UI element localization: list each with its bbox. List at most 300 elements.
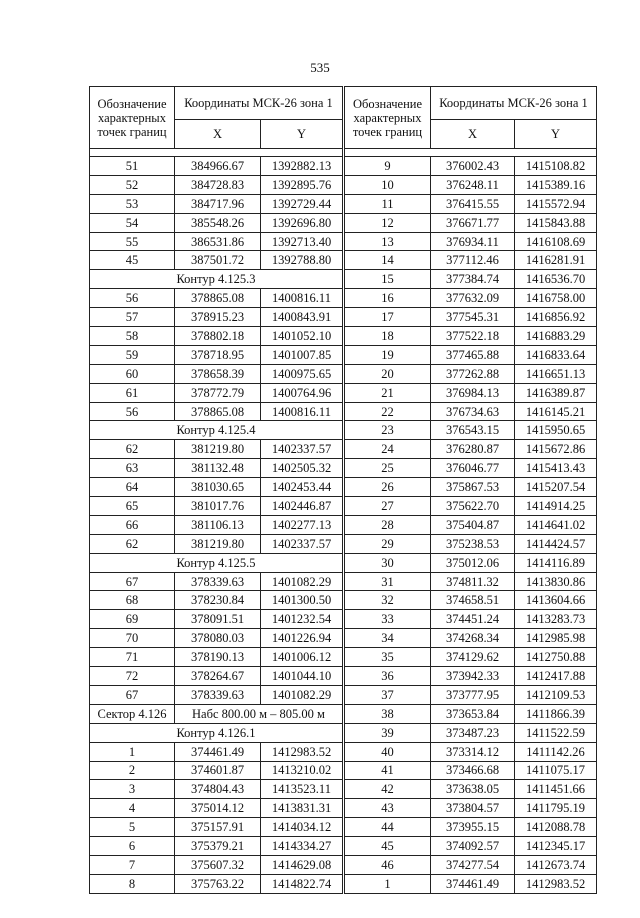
x-coordinate-cell: 376734.63 [431,402,515,421]
table-row [345,251,597,270]
point-id-cell: 57 [90,308,175,327]
y-coordinate-cell: 1415389.16 [515,175,597,194]
y-coordinate-cell: 1402505.32 [261,459,343,478]
page-number: 535 [310,60,330,75]
x-coordinate-cell: 374129.62 [431,648,515,667]
x-coordinate-cell: 376280.87 [431,440,515,459]
table-row [345,874,597,893]
coords-title-header: Координаты МСК-26 зона 1 [175,87,343,120]
x-coordinate-cell: 378091.51 [175,610,261,629]
table-row [90,478,343,497]
y-coordinate-cell: 1416281.91 [515,251,597,270]
point-id-cell: 67 [90,572,175,591]
y-coordinate-cell: 1401052.10 [261,327,343,346]
x-coordinate-cell: 377632.09 [431,289,515,308]
y-coordinate-cell: 1392729.44 [261,194,343,213]
table-row [90,459,343,478]
contour-heading-row [90,553,343,572]
table-row [90,572,343,591]
table-row [345,685,597,704]
y-coordinate-cell: 1414116.89 [515,553,597,572]
table-row [90,327,343,346]
table-row [90,289,343,308]
x-coordinate-cell: 373653.84 [431,704,515,723]
y-coordinate-cell: 1414334.27 [261,837,343,856]
y-coordinate-cell: 1416883.29 [515,327,597,346]
y-coordinate-cell: 1412088.78 [515,818,597,837]
x-coordinate-cell: 373942.33 [431,667,515,686]
x-coordinate-cell: 374268.34 [431,629,515,648]
x-coordinate-cell: 376984.13 [431,383,515,402]
point-id-cell: 72 [90,667,175,686]
x-coordinate-cell: 378339.63 [175,685,261,704]
table-row [90,251,343,270]
point-id-cell: 13 [345,232,431,251]
x-coordinate-cell: 373638.05 [431,780,515,799]
y-coordinate-cell: 1392713.40 [261,232,343,251]
x-coordinate-cell: 381219.80 [175,440,261,459]
x-coordinate-cell: 374277.54 [431,855,515,874]
point-id-cell: 6 [90,837,175,856]
table-row [345,364,597,383]
y-coordinate-cell: 1402337.57 [261,440,343,459]
point-id-cell: 16 [345,289,431,308]
point-id-cell: 39 [345,723,431,742]
y-coordinate-cell: 1416758.00 [515,289,597,308]
table-row [345,572,597,591]
x-coordinate-cell: 374804.43 [175,780,261,799]
table-row [90,308,343,327]
table-row [345,232,597,251]
table-row [345,591,597,610]
y-coordinate-cell: 1401006.12 [261,648,343,667]
y-coordinate-cell: 1415572.94 [515,194,597,213]
x-coordinate-cell: 374658.51 [431,591,515,610]
point-id-cell: 52 [90,175,175,194]
point-id-cell: 3 [90,780,175,799]
y-coordinate-cell: 1412750.88 [515,648,597,667]
y-coordinate-cell: 1392882.13 [261,157,343,176]
table-row [345,345,597,364]
y-coordinate-cell: 1401232.54 [261,610,343,629]
table-row [345,648,597,667]
header-gap [345,149,597,157]
table-row [90,837,343,856]
point-id-cell: 59 [90,345,175,364]
contour-heading: Контур 4.125.4 [90,421,343,440]
table-row [345,837,597,856]
x-coordinate-cell: 377522.18 [431,327,515,346]
x-coordinate-cell: 377465.88 [431,345,515,364]
y-coordinate-cell: 1415672.86 [515,440,597,459]
point-id-cell: 30 [345,553,431,572]
sector-row [90,704,343,723]
table-row [90,667,343,686]
y-coordinate-cell: 1414629.08 [261,855,343,874]
point-id-cell: 11 [345,194,431,213]
x-coordinate-cell: 375622.70 [431,497,515,516]
y-coordinate-cell: 1412983.52 [515,874,597,893]
y-coordinate-cell: 1413831.31 [261,799,343,818]
table-row [90,383,343,402]
table-row [90,855,343,874]
point-id-cell: 45 [345,837,431,856]
table-row [345,723,597,742]
point-id-cell: 8 [90,874,175,893]
x-coordinate-cell: 378080.03 [175,629,261,648]
x-coordinate-cell: 374092.57 [431,837,515,856]
point-id-cell: 10 [345,175,431,194]
point-id-cell: 61 [90,383,175,402]
point-id-cell: 54 [90,213,175,232]
table-row [345,459,597,478]
x-coordinate-cell: 375014.12 [175,799,261,818]
contour-heading: Контур 4.125.5 [90,553,343,572]
y-coordinate-cell: 1414914.25 [515,497,597,516]
y-coordinate-cell: 1416833.64 [515,345,597,364]
table-row [90,497,343,516]
point-id-cell: 25 [345,459,431,478]
coordinates-table-right [344,86,597,894]
point-id-cell: 62 [90,534,175,553]
point-id-cell: 5 [90,818,175,837]
point-id-cell: 43 [345,799,431,818]
point-id-cell: 19 [345,345,431,364]
x-coordinate-cell: 373804.57 [431,799,515,818]
y-coordinate-cell: 1414034.12 [261,818,343,837]
table-row [345,553,597,572]
y-coordinate-cell: 1413830.86 [515,572,597,591]
point-id-cell: 46 [345,855,431,874]
x-coordinate-cell: 373777.95 [431,685,515,704]
y-coordinate-cell: 1400843.91 [261,308,343,327]
y-coordinate-cell: 1411075.17 [515,761,597,780]
y-header: Y [261,120,343,149]
point-id-cell: 51 [90,157,175,176]
y-coordinate-cell: 1413604.66 [515,591,597,610]
y-coordinate-cell: 1415843.88 [515,213,597,232]
table-row [90,402,343,421]
x-coordinate-cell: 378772.79 [175,383,261,402]
x-coordinate-cell: 375867.53 [431,478,515,497]
table-row [345,308,597,327]
table-row [345,610,597,629]
y-coordinate-cell: 1401082.29 [261,685,343,704]
table-row [345,818,597,837]
x-coordinate-cell: 386531.86 [175,232,261,251]
x-coordinate-cell: 384717.96 [175,194,261,213]
point-id-cell: 1 [90,742,175,761]
table-row [345,742,597,761]
table-row [345,780,597,799]
point-id-cell: 22 [345,402,431,421]
point-id-cell: 2 [90,761,175,780]
point-id-cell: 65 [90,497,175,516]
x-coordinate-cell: 384728.83 [175,175,261,194]
x-coordinate-cell: 378865.08 [175,402,261,421]
sector-label: Сектор 4.126 [90,704,175,723]
point-id-cell: 28 [345,515,431,534]
point-id-cell: 17 [345,308,431,327]
sector-height-range: Набс 800.00 м – 805.00 м [175,704,343,723]
point-id-cell: 31 [345,572,431,591]
point-id-cell: 21 [345,383,431,402]
coords-title-header: Координаты МСК-26 зона 1 [431,87,597,120]
x-coordinate-cell: 377262.88 [431,364,515,383]
table-row [345,667,597,686]
x-coordinate-cell: 381132.48 [175,459,261,478]
y-coordinate-cell: 1415413.43 [515,459,597,478]
x-coordinate-cell: 378264.67 [175,667,261,686]
header-gap [90,149,343,157]
y-coordinate-cell: 1392895.76 [261,175,343,194]
point-id-cell: 41 [345,761,431,780]
y-coordinate-cell: 1413283.73 [515,610,597,629]
x-coordinate-cell: 375238.53 [431,534,515,553]
point-id-cell: 24 [345,440,431,459]
x-header: X [431,120,515,149]
table-row [345,855,597,874]
point-id-cell: 44 [345,818,431,837]
y-coordinate-cell: 1411142.26 [515,742,597,761]
y-coordinate-cell: 1400975.65 [261,364,343,383]
y-coordinate-cell: 1411866.39 [515,704,597,723]
x-coordinate-cell: 381219.80 [175,534,261,553]
point-id-cell: 55 [90,232,175,251]
point-id-cell: 32 [345,591,431,610]
table-row [345,704,597,723]
point-id-cell: 69 [90,610,175,629]
table-row [90,440,343,459]
table-row [345,213,597,232]
point-id-cell: 66 [90,515,175,534]
y-coordinate-cell: 1413210.02 [261,761,343,780]
x-coordinate-cell: 375012.06 [431,553,515,572]
y-coordinate-cell: 1415108.82 [515,157,597,176]
table-row [345,799,597,818]
x-coordinate-cell: 378915.23 [175,308,261,327]
x-coordinate-cell: 374461.49 [431,874,515,893]
table-row [345,157,597,176]
y-coordinate-cell: 1412983.52 [261,742,343,761]
table-row [90,515,343,534]
x-coordinate-cell: 381030.65 [175,478,261,497]
table-row [90,534,343,553]
x-coordinate-cell: 375404.87 [431,515,515,534]
point-id-cell: 9 [345,157,431,176]
table-row [90,629,343,648]
y-coordinate-cell: 1411522.59 [515,723,597,742]
y-coordinate-cell: 1412109.53 [515,685,597,704]
point-label-header: Обозначение характерных точек границ [345,87,431,149]
x-coordinate-cell: 378190.13 [175,648,261,667]
y-coordinate-cell: 1401007.85 [261,345,343,364]
point-id-cell: 20 [345,364,431,383]
y-coordinate-cell: 1416536.70 [515,270,597,289]
x-coordinate-cell: 378339.63 [175,572,261,591]
table-row [345,175,597,194]
x-coordinate-cell: 376415.55 [431,194,515,213]
point-id-cell: 38 [345,704,431,723]
table-row [345,194,597,213]
table-row [90,345,343,364]
table-row [90,232,343,251]
table-row [345,478,597,497]
table-row [90,175,343,194]
point-id-cell: 60 [90,364,175,383]
x-coordinate-cell: 376248.11 [431,175,515,194]
table-row [345,289,597,308]
table-row [90,874,343,893]
y-coordinate-cell: 1415207.54 [515,478,597,497]
x-coordinate-cell: 384966.67 [175,157,261,176]
point-id-cell: 33 [345,610,431,629]
point-label-header: Обозначение характерных точек границ [90,87,175,149]
y-coordinate-cell: 1416145.21 [515,402,597,421]
y-coordinate-cell: 1402277.13 [261,515,343,534]
point-id-cell: 45 [90,251,175,270]
y-coordinate-cell: 1392696.80 [261,213,343,232]
x-coordinate-cell: 385548.26 [175,213,261,232]
y-coordinate-cell: 1411795.19 [515,799,597,818]
point-id-cell: 4 [90,799,175,818]
point-id-cell: 42 [345,780,431,799]
y-coordinate-cell: 1402453.44 [261,478,343,497]
point-id-cell: 53 [90,194,175,213]
x-coordinate-cell: 375763.22 [175,874,261,893]
y-coordinate-cell: 1401044.10 [261,667,343,686]
contour-heading: Контур 4.126.1 [90,723,343,742]
point-id-cell: 70 [90,629,175,648]
x-coordinate-cell: 374601.87 [175,761,261,780]
table-row [90,610,343,629]
table-row [345,534,597,553]
point-id-cell: 12 [345,213,431,232]
x-coordinate-cell: 378658.39 [175,364,261,383]
point-id-cell: 64 [90,478,175,497]
x-coordinate-cell: 376671.77 [431,213,515,232]
x-coordinate-cell: 376046.77 [431,459,515,478]
table-row [90,685,343,704]
table-row [90,194,343,213]
x-coordinate-cell: 375607.32 [175,855,261,874]
y-coordinate-cell: 1412345.17 [515,837,597,856]
point-id-cell: 34 [345,629,431,648]
x-coordinate-cell: 375157.91 [175,818,261,837]
y-coordinate-cell: 1392788.80 [261,251,343,270]
point-id-cell: 40 [345,742,431,761]
table-row [345,421,597,440]
point-id-cell: 68 [90,591,175,610]
point-id-cell: 35 [345,648,431,667]
y-coordinate-cell: 1414424.57 [515,534,597,553]
y-coordinate-cell: 1400816.11 [261,289,343,308]
y-coordinate-cell: 1416856.92 [515,308,597,327]
x-coordinate-cell: 377545.31 [431,308,515,327]
y-coordinate-cell: 1411451.66 [515,780,597,799]
x-coordinate-cell: 374461.49 [175,742,261,761]
table-row [345,402,597,421]
y-coordinate-cell: 1402446.87 [261,497,343,516]
point-id-cell: 14 [345,251,431,270]
point-id-cell: 7 [90,855,175,874]
x-header: X [175,120,261,149]
table-row [345,383,597,402]
table-row [90,364,343,383]
table-row [90,157,343,176]
table-row [90,761,343,780]
x-coordinate-cell: 377112.46 [431,251,515,270]
point-id-cell: 67 [90,685,175,704]
point-id-cell: 71 [90,648,175,667]
y-coordinate-cell: 1413523.11 [261,780,343,799]
point-id-cell: 23 [345,421,431,440]
y-coordinate-cell: 1416389.87 [515,383,597,402]
contour-heading-row [90,270,343,289]
x-coordinate-cell: 374811.32 [431,572,515,591]
point-id-cell: 56 [90,289,175,308]
point-id-cell: 1 [345,874,431,893]
x-coordinate-cell: 373487.23 [431,723,515,742]
x-coordinate-cell: 378230.84 [175,591,261,610]
contour-heading: Контур 4.125.3 [90,270,343,289]
table-row [90,648,343,667]
x-coordinate-cell: 377384.74 [431,270,515,289]
point-id-cell: 37 [345,685,431,704]
y-coordinate-cell: 1401300.50 [261,591,343,610]
point-id-cell: 18 [345,327,431,346]
y-coordinate-cell: 1416651.13 [515,364,597,383]
point-id-cell: 29 [345,534,431,553]
y-coordinate-cell: 1416108.69 [515,232,597,251]
x-coordinate-cell: 376543.15 [431,421,515,440]
point-id-cell: 27 [345,497,431,516]
coordinates-table-left [89,86,343,894]
point-id-cell: 56 [90,402,175,421]
x-coordinate-cell: 376934.11 [431,232,515,251]
y-coordinate-cell: 1412985.98 [515,629,597,648]
table-row [90,818,343,837]
table-row [90,591,343,610]
table-row [345,515,597,534]
x-coordinate-cell: 373955.15 [431,818,515,837]
table-row [345,440,597,459]
y-coordinate-cell: 1401082.29 [261,572,343,591]
table-row [345,327,597,346]
y-coordinate-cell: 1412417.88 [515,667,597,686]
y-coordinate-cell: 1415950.65 [515,421,597,440]
contour-heading-row [90,723,343,742]
x-coordinate-cell: 378802.18 [175,327,261,346]
point-id-cell: 62 [90,440,175,459]
contour-heading-row [90,421,343,440]
x-coordinate-cell: 376002.43 [431,157,515,176]
x-coordinate-cell: 381017.76 [175,497,261,516]
table-row [345,497,597,516]
x-coordinate-cell: 378865.08 [175,289,261,308]
y-coordinate-cell: 1414822.74 [261,874,343,893]
x-coordinate-cell: 373466.68 [431,761,515,780]
point-id-cell: 36 [345,667,431,686]
x-coordinate-cell: 381106.13 [175,515,261,534]
x-coordinate-cell: 378718.95 [175,345,261,364]
table-row [345,270,597,289]
table-row [90,742,343,761]
point-id-cell: 58 [90,327,175,346]
y-coordinate-cell: 1402337.57 [261,534,343,553]
point-id-cell: 26 [345,478,431,497]
y-coordinate-cell: 1400816.11 [261,402,343,421]
